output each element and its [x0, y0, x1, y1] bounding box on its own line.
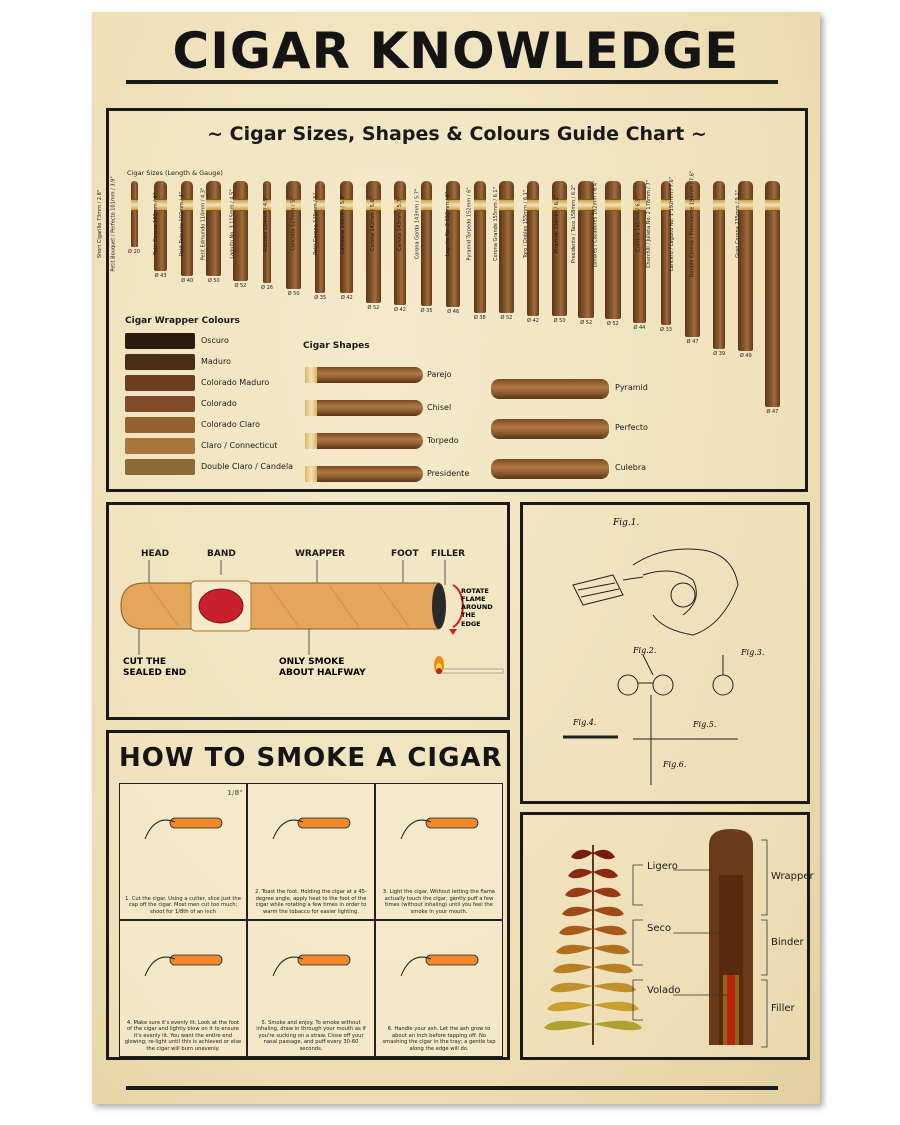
size-gauge: Ø 33 [660, 327, 672, 333]
poster [92, 12, 820, 1104]
how-to-step [247, 920, 375, 1057]
size-gauge: Ø 38 [473, 315, 486, 321]
size-label: Laguito No. 3 115mm / 4.5" [229, 189, 236, 259]
cigar-layer-label: Binder [771, 937, 804, 948]
cigar-band [765, 199, 779, 211]
step-illustration [268, 941, 356, 981]
size-gauge: Ø 42 [527, 318, 539, 324]
size-label: Corona Gorda 143mm / 5.7" [414, 188, 421, 260]
shape-cigar [491, 419, 609, 439]
tobacco-leaf [593, 1002, 639, 1011]
poster-title: CIGAR KNOWLEDGE [172, 22, 740, 80]
size-label: Churchill / Julieta No. 2 178mm / 7" [645, 179, 652, 269]
size-guide-panel [96, 108, 808, 492]
size-gauge: Ø 52 [580, 320, 593, 326]
size-gauge: Ø 20 [128, 249, 140, 255]
how-to-step [247, 783, 375, 920]
size-label: Petit Corona 129mm / 5" [312, 193, 319, 255]
note-line: AROUND [461, 603, 493, 612]
sizes-heading: Cigar Sizes (Length & Gauge) [127, 169, 223, 177]
how-to-step [119, 920, 247, 1057]
wrapper-colour-label: Colorado Claro [201, 420, 261, 429]
shape-cigar [305, 400, 423, 416]
size-label: Petit Corona 102mm / 4" [153, 193, 160, 255]
size-label: Conchita 127mm / 5" [290, 197, 297, 251]
foot-label: FOOT [391, 549, 419, 559]
cigar-band [605, 199, 621, 211]
size-gauge: Ø 43 [154, 273, 167, 279]
note-line: ONLY SMOKE [279, 657, 345, 667]
head-label: HEAD [141, 549, 170, 559]
tobacco-leaf [556, 945, 593, 954]
shapes-heading: Cigar Shapes [303, 341, 370, 351]
size-label: Corona Grande 155mm / 6.1" [493, 187, 500, 261]
wrapper-colour-swatch [125, 333, 195, 349]
tobacco-leaf [593, 1021, 642, 1030]
wrapper-colour-swatch [125, 459, 195, 475]
shape-cigar [305, 433, 423, 449]
size-label: Carlota 143mm / 5.7" [396, 196, 403, 252]
fig4-label: Fig.4. [573, 718, 597, 727]
size-label: Petit Edmundo 110mm / 4.3" [201, 187, 208, 261]
how-to-smoke-panel [106, 730, 510, 1060]
shape-label: Presidente [427, 469, 470, 478]
size-gauge: Ø 42 [340, 295, 353, 301]
fig5-label: Fig.5. [693, 720, 717, 729]
tobacco-leaf [593, 964, 633, 973]
size-gauge: Ø 49 [739, 353, 752, 359]
size-gauge: Ø 39 [713, 351, 726, 357]
tobacco-leaf [571, 850, 593, 859]
bottom-rule [126, 1086, 778, 1090]
cut-sealed-end-note [123, 657, 186, 680]
tobacco-leaf [544, 1021, 593, 1030]
wrapper-colour-label: Maduro [201, 357, 231, 366]
wrapper-colour-label: Colorado Maduro [201, 378, 270, 387]
wrapper-colour-swatch [125, 375, 195, 391]
size-label: Robusto 124mm / 4.9" [262, 195, 269, 253]
size-label: Petit Bouquet / Perfecto 101mm / 3.9" [109, 176, 116, 272]
size-label: Corona 142mm / 5.6" [370, 197, 377, 251]
wrapper-colour-label: Colorado [201, 399, 237, 408]
filler-label: FILLER [431, 549, 466, 559]
size-label: Culebra 165mm / 6.5" [635, 196, 642, 252]
leaf-priming-label: Volado [647, 985, 681, 996]
wrapper-colour-swatch [125, 354, 195, 370]
cutter-patent-panel [520, 502, 810, 804]
smoke-halfway-note [279, 657, 366, 680]
note-line: THE [461, 611, 476, 620]
shape-label: Torpedo [427, 436, 459, 445]
tobacco-leaf [593, 983, 636, 992]
shape-label: Parejo [427, 370, 452, 379]
shape-cigar [491, 459, 609, 479]
step-caption: 1. Cut the cigar. Using a cutter, slice just the cap off the cigar. Most men cut too much; shoot for 1/8th of an inch [125, 895, 241, 915]
size-label: Londres / Cazadores 162mm / 6.4" [593, 180, 600, 268]
step-caption: 6. Handle your ash. Let the ash grow to about an inch before tapping off. No smashing the cigar in the tray; a gentle tap along the edge will do. [382, 1026, 496, 1052]
size-gauge: Ø 50 [553, 318, 566, 324]
tobacco-leaf [593, 888, 621, 897]
tobacco-leaf [593, 926, 627, 935]
shape-label: Culebra [615, 463, 647, 472]
size-gauge: Ø 26 [261, 285, 273, 291]
guide-title: ~ Cigar Sizes, Shapes & Colours Guide Chart ~ [207, 123, 707, 145]
step-caption: 3. Light the cigar. Without letting the flame actually touch the cigar, gently puff a few times (without inhaling) until you feel the smoke in your mouth. [382, 889, 496, 915]
size-label: Toro / Dobles 155mm / 6.1" [522, 189, 529, 259]
size-gauge: Ø 52 [606, 321, 619, 327]
size-label: Presidente / Taco 158mm / 6.2" [570, 184, 577, 264]
size-label: Gran Corona 235mm / 9.2" [735, 190, 742, 258]
size-label: Pyramid Torpedo 152mm / 6" [466, 187, 473, 261]
tobacco-leaf [593, 869, 618, 878]
band-label: BAND [207, 549, 236, 559]
leaf-priming-label: Seco [647, 923, 672, 934]
step-illustration [396, 804, 484, 844]
note-line: FLAME [461, 595, 486, 604]
how-to-step [375, 783, 503, 920]
size-label: Lancero / Laguito No. 1 192mm / 7.6" [669, 177, 676, 271]
cigar-anatomy-panel [106, 502, 510, 720]
tobacco-leaf [559, 926, 593, 935]
wrapper-colour-label: Claro / Connecticut [201, 441, 278, 450]
size-gauge: Ø 52 [234, 283, 247, 289]
size-label: Laguito No. 2 152mm / 6" [444, 191, 451, 257]
step-caption: 2. Toast the foot. Holding the cigar at a 45-degree angle, apply heat to the foot of the cigar while rotating a few times in order to warm the tobacco for easier lighting. [255, 889, 367, 915]
size-label: Double Corona / Prominente 194mm / 7.6" [689, 170, 696, 278]
wrapper-colour-swatch [125, 438, 195, 454]
how-to-title: HOW TO SMOKE A CIGAR [119, 743, 503, 773]
size-gauge: Ø 44 [633, 325, 646, 331]
size-label: Piramide 156mm / 6.1" [554, 195, 561, 253]
note-line: ROTATE [461, 587, 489, 595]
tobacco-leaf [553, 964, 593, 973]
wrapper-colour-label: Double Claro / Candela [201, 462, 294, 471]
note-line: SEALED END [123, 668, 187, 679]
tobacco-leaf [565, 888, 593, 897]
note-line: EDGE [461, 619, 481, 628]
step-illustration [140, 941, 228, 981]
tobacco-leaf [547, 1002, 593, 1011]
tobacco-leaf [593, 850, 615, 859]
note-line: ABOUT HALFWAY [279, 668, 366, 679]
step-illustration [396, 941, 484, 981]
shape-cigar [305, 466, 423, 482]
size-gauge: Ø 50 [287, 291, 300, 297]
tobacco-leaf [593, 907, 624, 916]
cigar-band [499, 199, 515, 211]
fig3-label: Fig.3. [741, 648, 765, 657]
cigar-band [131, 199, 138, 211]
size-label: Short Cigarillo 73mm / 2.8" [96, 189, 103, 259]
size-gauge: Ø 46 [447, 309, 460, 315]
cigar-band [474, 199, 486, 211]
fig2-label: Fig.2. [633, 646, 657, 655]
cigar-layer-label: Wrapper [771, 871, 814, 882]
shape-cigar [491, 379, 609, 399]
leaf-priming-label: Ligero [647, 861, 678, 872]
tobacco-leaf [562, 907, 593, 916]
size-gauge: Ø 52 [500, 315, 513, 321]
size-gauge: Ø 47 [766, 409, 779, 415]
shape-cigar [305, 367, 423, 383]
size-label: Campana 140mm / 5.5" [340, 194, 347, 254]
size-gauge: Ø 47 [686, 339, 699, 345]
size-label: Petit Robusto 102mm / 4" [178, 191, 185, 257]
cigar-band [713, 199, 725, 211]
step-caption: 5. Smoke and enjoy. To smoke without inhaling, draw in through your mouth as if you're sucking on a straw. Close off your nasal passage, and puff every 30-60 seconds. [256, 1019, 366, 1052]
wrapper-colour-label: Oscuro [201, 336, 229, 345]
rotate-flame-note [461, 587, 493, 628]
size-gauge: Ø 42 [394, 307, 406, 313]
fig6-label: Fig.6. [663, 760, 687, 769]
cigar-band [206, 199, 221, 211]
step-illustration [140, 804, 228, 844]
tobacco-leaf [568, 869, 593, 878]
shape-label: Chisel [427, 403, 452, 412]
wrapper-colour-swatch [125, 396, 195, 412]
size-gauge: Ø 35 [314, 295, 327, 301]
note-line: CUT THE [123, 657, 167, 667]
step-caption: 4. Make sure it's evenly lit. Look at the foot of the cigar and lightly blow on it to ensure it's evenly lit. You want the entire end glowing; re-light until this is achieved or else the cigar will burn unevenly. [124, 1019, 242, 1052]
tobacco-leaf [593, 945, 630, 954]
wrapper-colour-swatch [125, 417, 195, 433]
size-gauge: Ø 52 [367, 305, 380, 311]
shape-label: Perfecto [615, 423, 648, 432]
shape-label: Pyramid [615, 383, 648, 392]
size-gauge: Ø 35 [420, 308, 433, 314]
size-gauge: Ø 50 [207, 278, 220, 284]
how-to-step [119, 783, 247, 920]
size-gauge: Ø 40 [181, 278, 194, 284]
cigar-anatomy-illustration [109, 505, 507, 717]
cutter-patent-drawing [523, 505, 807, 801]
title-rule [126, 80, 778, 84]
wrapper-label: WRAPPER [295, 549, 346, 559]
fig1-label: Fig.1. [613, 518, 640, 528]
tobacco-leaf-panel [520, 812, 814, 1060]
cigar-layer-label: Filler [771, 1003, 795, 1014]
step-illustration [268, 804, 356, 844]
how-to-step [375, 920, 503, 1057]
cigar-band [421, 199, 432, 211]
colours-heading: Cigar Wrapper Colours [125, 316, 240, 326]
tobacco-plant-illustration [523, 815, 807, 1057]
tobacco-leaf [550, 983, 593, 992]
